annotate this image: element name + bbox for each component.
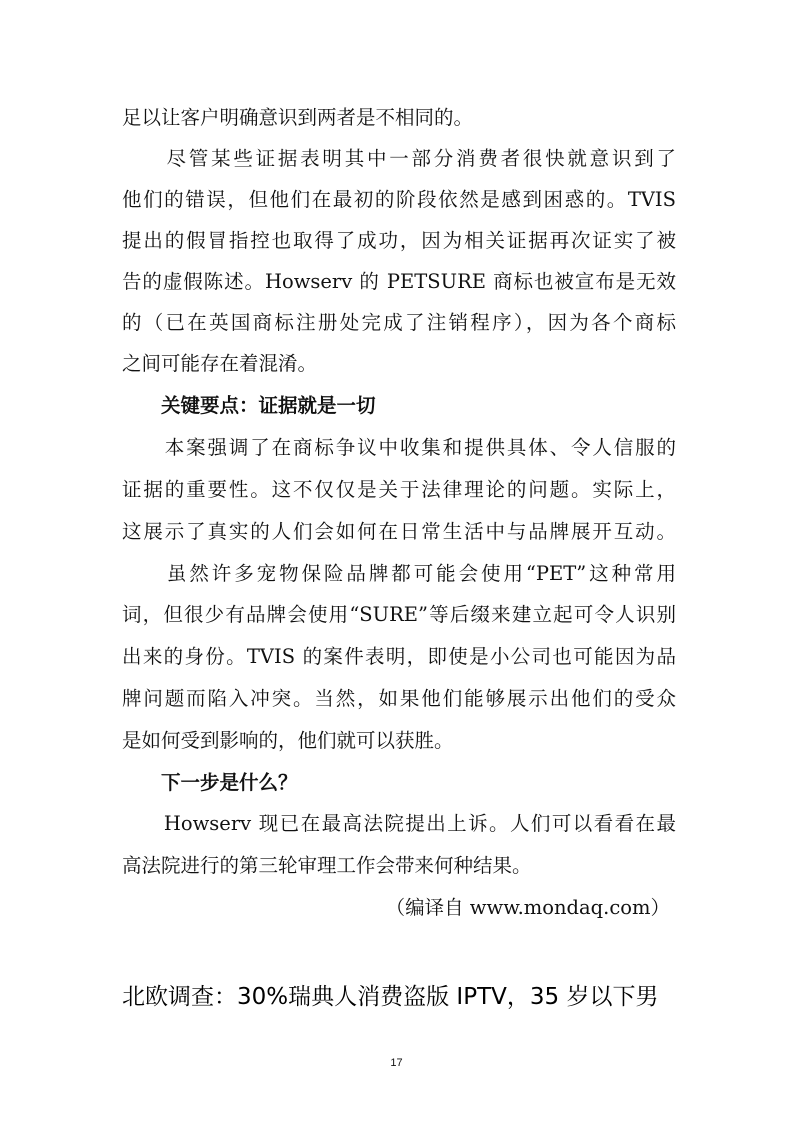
paragraph-line: 提出的假冒指控也取得了成功，因为相关证据再次证实了被 — [122, 229, 676, 252]
next-article-heading: 北欧调查：30%瑞典人消费盗版 IPTV，35 岁以下男 — [122, 984, 659, 1010]
paragraph-line: 牌问题而陷入冲突。当然，如果他们能够展示出他们的受众 — [122, 687, 676, 710]
section-heading: 下一步是什么？ — [122, 771, 298, 794]
paragraph-line: 足以让客户明确意识到两者是不相同的。 — [122, 106, 474, 129]
paragraph-line: 这展示了真实的人们会如何在日常生活中与品牌展开互动。 — [122, 520, 676, 543]
paragraph-line: 告的虚假陈述。Howserv 的 PETSURE 商标也被宣布是无效 — [122, 270, 676, 293]
paragraph-line: 尽管某些证据表明其中一部分消费者很快就意识到了 — [122, 147, 676, 170]
paragraph-line: 高法院进行的第三轮审理工作会带来何种结果。 — [122, 854, 532, 877]
source-attribution: （编译自 www.mondaq.com） — [385, 896, 670, 919]
paragraph-line: 之间可能存在着混淆。 — [122, 352, 318, 375]
paragraph-line: 本案强调了在商标争议中收集和提供具体、令人信服的 — [122, 436, 676, 459]
paragraph-line: 的（已在英国商标注册处完成了注销程序），因为各个商标 — [122, 311, 676, 334]
paragraph-line: 是如何受到影响的，他们就可以获胜。 — [122, 729, 454, 752]
paragraph-line: 虽然许多宠物保险品牌都可能会使用“PET”这种常用 — [122, 562, 676, 585]
paragraph-line: 他们的错误，但他们在最初的阶段依然是感到困惑的。TVIS — [122, 188, 676, 211]
paragraph-line: 证据的重要性。这不仅仅是关于法律理论的问题。实际上， — [122, 478, 676, 501]
section-heading: 关键要点：证据就是一切 — [122, 394, 376, 417]
page-number: 17 — [390, 1057, 403, 1069]
paragraph-line: Howserv 现已在最高法院提出上诉。人们可以看看在最 — [122, 812, 676, 835]
paragraph-line: 词，但很少有品牌会使用“SURE”等后缀来建立起可令人识别 — [122, 603, 676, 626]
paragraph-line: 出来的身份。TVIS 的案件表明，即使是小公司也可能因为品 — [122, 645, 676, 668]
